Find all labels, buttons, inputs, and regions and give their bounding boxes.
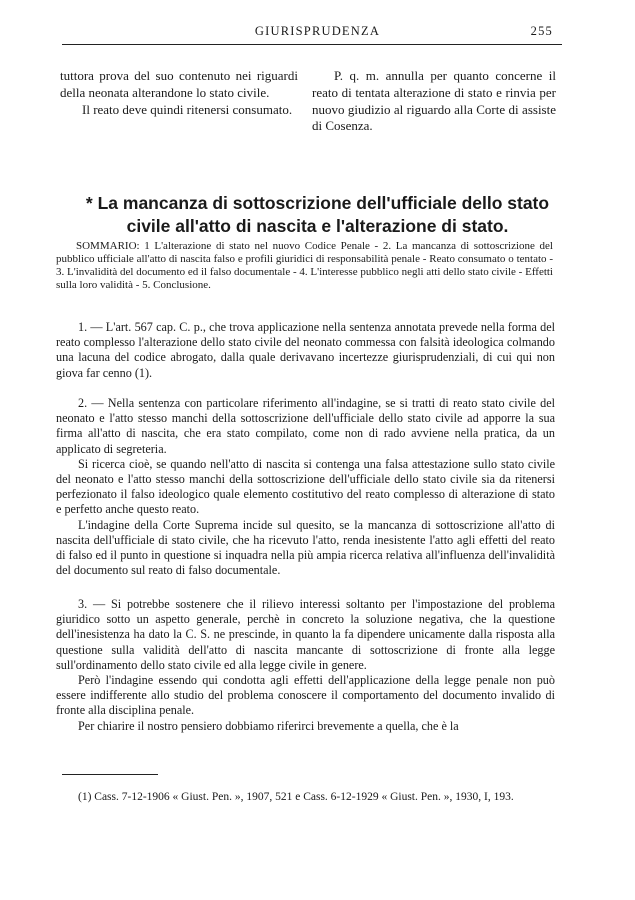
section-3-paragraph: Per chiarire il nostro pensiero dobbiamo riferirci brevemente a quella, che è la: [78, 718, 459, 733]
section-2-paragraph: L'indagine della Corte Suprema incide sul quesito, se la mancanza di sottoscrizione all'atto di nascita dell'ufficiale di stato civile, che ha ricevuto l'atto, renda inesistente l'atto agli effetti del reato di falso ed il punto in questione si inquadra nella più ampia ricerca relativa all'influenza dell'invalidità del documento sul reato di falso documentale.: [56, 517, 555, 578]
right-column-paragraph: P. q. m. annulla per quanto concerne il reato di tentata alterazione di stato e rinvia per nuovo giudizio al riguardo alla Corte di assiste di Cosenza.: [312, 68, 556, 134]
article-title-line: * La mancanza di sottoscrizione dell'ufficiale dello stato: [85, 193, 550, 213]
section-3: [56, 597, 555, 734]
section-2-paragraph: Si ricerca cioè, se quando nell'atto di nascita si contenga una falsa attestazione sullo stato civile del neonato e l'atto stesso manchi della sottoscrizione dell'ufficiale dello stato civile sia da ritenersi perfezionato il falso ideologico quale elemento costitutivo del reato complesso di alterazione di stato e perfetto anche questo reato.: [56, 456, 555, 517]
summary: SOMMARIO: 1 L'alterazione di stato nel nuovo Codice Penale - 2. La mancanza di sottoscrizione del pubblico ufficiale all'atto di nascita falso e profili giuridici di responsabilità penale - Reato consumato o tentato - 3. L'invalidità del documento ed il falso documentale - 4. L'interesse pubblico negli atti dello stato civile - Effetti sulla loro validità - 5. Conclusione.: [56, 240, 553, 291]
left-column-paragraph: Il reato deve quindi ritenersi consumato.: [82, 101, 293, 117]
footnote-rule: [62, 774, 158, 775]
article-title-line: civile all'atto di nascita e l'alterazione di stato.: [126, 216, 509, 236]
right-column: [312, 68, 556, 135]
running-header: GIURISPRUDENZA: [254, 24, 381, 38]
section-1: 1. — L'art. 567 cap. C. p., che trova applicazione nella sentenza annotata prevede nella forma del reato complesso l'alterazione dello stato civile del neonato commessa con falsità ideologica colmando una lacuna del codice abrogato, dalla quale derivavano incertezze giurisprudenziali, di cui qui non giova far cenno (1).: [56, 320, 555, 380]
article-title: [40, 192, 595, 238]
section-3-paragraph: Però l'indagine essendo qui condotta agli effetti dell'applicazione della legge penale non può essere indifferente allo studio del problema conoscere il comportamento del documento invalido di fronte alla disciplina penale.: [56, 673, 555, 718]
left-column: [60, 68, 298, 118]
left-column-paragraph: tuttora prova del suo contenuto nei riguardi della neonata alterandone lo stato civile.: [60, 68, 298, 100]
footnote: (1) Cass. 7-12-1906 « Giust. Pen. », 1907, 521 e Cass. 6-12-1929 « Giust. Pen. », 1930, I, 193.: [78, 791, 514, 803]
section-2: [56, 396, 555, 578]
section-3-paragraph: 3. — Si potrebbe sostenere che il rilievo interessi soltanto per l'impostazione del problema giuridico sotto un aspetto generale, perchè in concreto la soluzione negativa, che la questione dell'inesistenza ha dato la C. S. ne prescinde, in quanto la fa dipendere unicamente dalla risposta alla questione sulla validità dell'atto di nascita mancante di sottoscrizione di fronte alla legge sull'ordinamento dello stato civile ed alla legge civile in genere.: [56, 597, 555, 672]
section-2-paragraph: 2. — Nella sentenza con particolare riferimento all'indagine, se si tratti di reato stato civile del neonato e l'atto stesso manchi della sottoscrizione dell'ufficiale dello stato civile ad apporre la sua firma all'atto di nascita, che era stato compilato, come non di rado avviene nella pratica, da un applicato di segreteria.: [56, 396, 555, 456]
page-number: 255: [530, 24, 553, 38]
header-rule: [62, 44, 562, 45]
